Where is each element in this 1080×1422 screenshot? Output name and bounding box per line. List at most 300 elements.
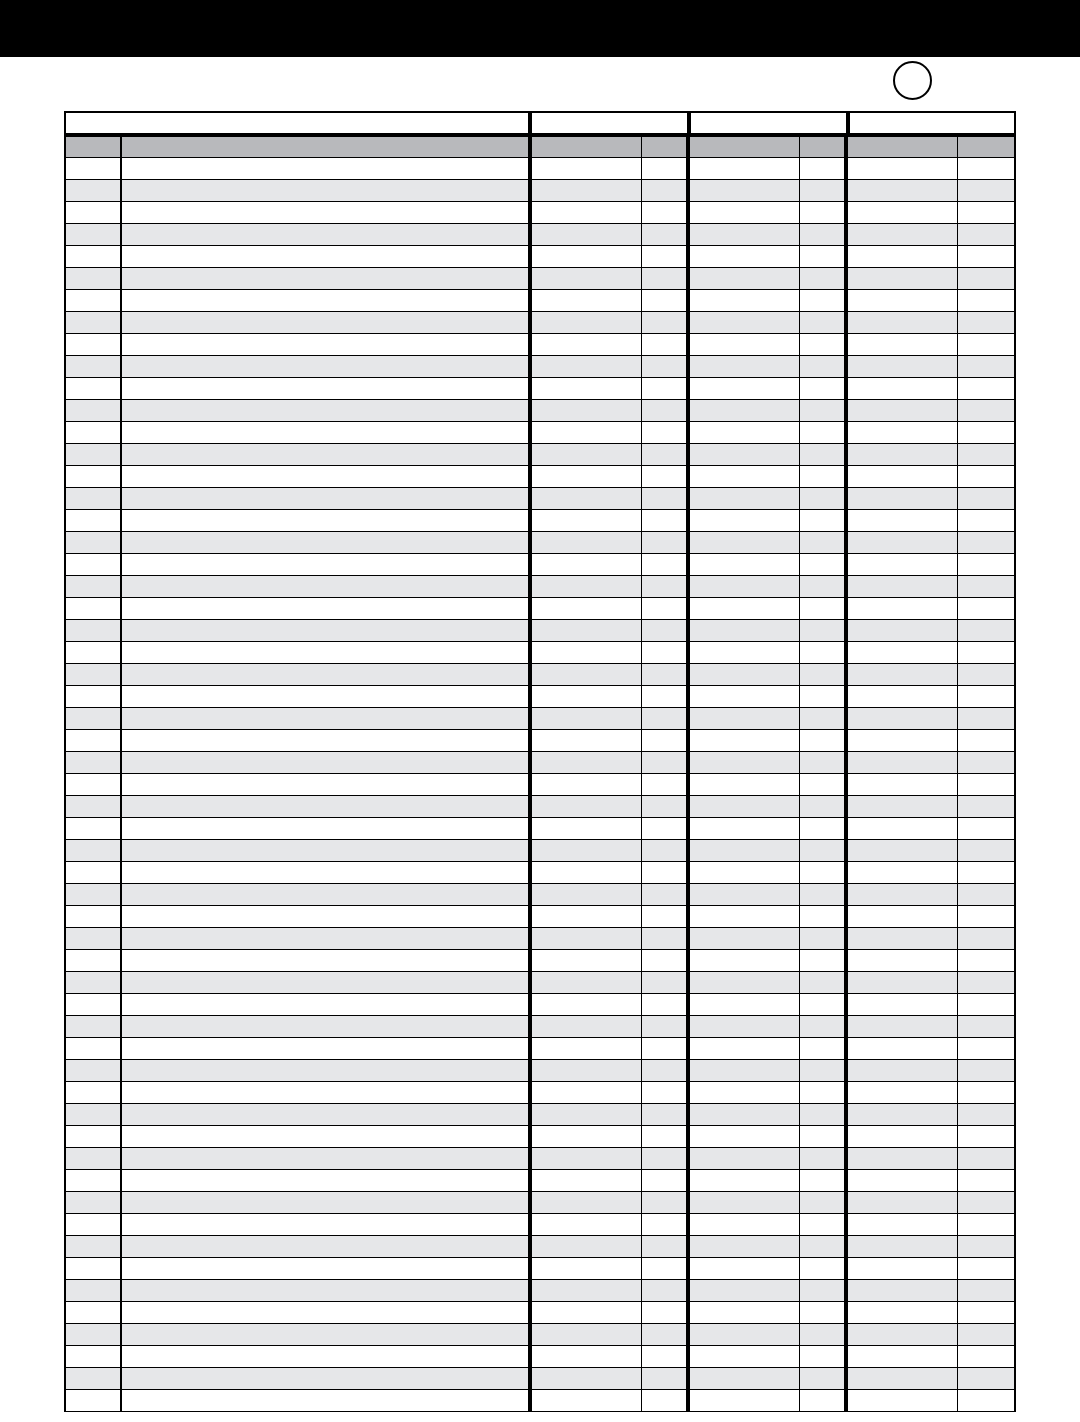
row-number-cell[interactable] bbox=[66, 290, 122, 311]
b1-cell[interactable] bbox=[690, 642, 800, 663]
description-cell[interactable] bbox=[122, 1236, 532, 1257]
description-cell[interactable] bbox=[122, 290, 532, 311]
c1-cell[interactable] bbox=[848, 730, 958, 751]
row-number-cell[interactable] bbox=[66, 1148, 122, 1169]
row-number-cell[interactable] bbox=[66, 1082, 122, 1103]
c2-cell[interactable] bbox=[958, 202, 1014, 223]
b2-cell[interactable] bbox=[800, 356, 848, 377]
description-cell[interactable] bbox=[122, 400, 532, 421]
description-cell[interactable] bbox=[122, 906, 532, 927]
c2-cell[interactable] bbox=[958, 422, 1014, 443]
b1-cell[interactable] bbox=[690, 1148, 800, 1169]
c2-cell[interactable] bbox=[958, 400, 1014, 421]
description-cell[interactable] bbox=[122, 862, 532, 883]
b2-cell[interactable] bbox=[800, 1390, 848, 1411]
b1-cell[interactable] bbox=[690, 620, 800, 641]
row-number-cell[interactable] bbox=[66, 554, 122, 575]
b2-cell[interactable] bbox=[800, 840, 848, 861]
b2-cell[interactable] bbox=[800, 862, 848, 883]
b1-cell[interactable] bbox=[690, 664, 800, 685]
b1-cell[interactable] bbox=[690, 290, 800, 311]
b1-cell[interactable] bbox=[690, 510, 800, 531]
c1-cell[interactable] bbox=[848, 1148, 958, 1169]
row-number-cell[interactable] bbox=[66, 334, 122, 355]
a2-cell[interactable] bbox=[642, 202, 690, 223]
a2-cell[interactable] bbox=[642, 664, 690, 685]
b2-cell[interactable] bbox=[800, 1302, 848, 1323]
description-cell[interactable] bbox=[122, 620, 532, 641]
b2-cell[interactable] bbox=[800, 400, 848, 421]
b1-cell[interactable] bbox=[690, 1368, 800, 1389]
c1-cell[interactable] bbox=[848, 708, 958, 729]
c2-cell[interactable] bbox=[958, 818, 1014, 839]
a1-cell[interactable] bbox=[532, 158, 642, 179]
a2-cell[interactable] bbox=[642, 1280, 690, 1301]
c1-cell[interactable] bbox=[848, 1038, 958, 1059]
b1-cell[interactable] bbox=[690, 488, 800, 509]
c2-cell[interactable] bbox=[958, 1016, 1014, 1037]
b1-cell[interactable] bbox=[690, 312, 800, 333]
c2-cell[interactable] bbox=[958, 576, 1014, 597]
a2-cell[interactable] bbox=[642, 158, 690, 179]
a1-cell[interactable] bbox=[532, 466, 642, 487]
b2-cell[interactable] bbox=[800, 268, 848, 289]
row-number-cell[interactable] bbox=[66, 1170, 122, 1191]
description-cell[interactable] bbox=[122, 554, 532, 575]
row-number-cell[interactable] bbox=[66, 378, 122, 399]
c1-cell[interactable] bbox=[848, 752, 958, 773]
b1-cell[interactable] bbox=[690, 730, 800, 751]
c1-cell[interactable] bbox=[848, 1280, 958, 1301]
a2-cell[interactable] bbox=[642, 246, 690, 267]
row-number-cell[interactable] bbox=[66, 1280, 122, 1301]
description-cell[interactable] bbox=[122, 246, 532, 267]
b2-cell[interactable] bbox=[800, 752, 848, 773]
a2-cell[interactable] bbox=[642, 180, 690, 201]
description-cell[interactable] bbox=[122, 1390, 532, 1411]
a1-cell[interactable] bbox=[532, 1016, 642, 1037]
c2-cell[interactable] bbox=[958, 840, 1014, 861]
c2-cell[interactable] bbox=[958, 1126, 1014, 1147]
c2-cell[interactable] bbox=[958, 268, 1014, 289]
c1-cell[interactable] bbox=[848, 1082, 958, 1103]
row-number-cell[interactable] bbox=[66, 422, 122, 443]
c2-cell[interactable] bbox=[958, 950, 1014, 971]
a1-cell[interactable] bbox=[532, 1060, 642, 1081]
row-number-cell[interactable] bbox=[66, 774, 122, 795]
c1-cell[interactable] bbox=[848, 510, 958, 531]
b2-cell[interactable] bbox=[800, 1038, 848, 1059]
c1-cell[interactable] bbox=[848, 818, 958, 839]
b1-cell[interactable] bbox=[690, 268, 800, 289]
c2-cell[interactable] bbox=[958, 1324, 1014, 1345]
description-cell[interactable] bbox=[122, 444, 532, 465]
a2-cell[interactable] bbox=[642, 1060, 690, 1081]
c2-cell[interactable] bbox=[958, 730, 1014, 751]
b2-cell[interactable] bbox=[800, 1258, 848, 1279]
a2-cell[interactable] bbox=[642, 488, 690, 509]
a1-cell[interactable] bbox=[532, 488, 642, 509]
b1-cell[interactable] bbox=[690, 840, 800, 861]
b2-cell[interactable] bbox=[800, 510, 848, 531]
b2-cell[interactable] bbox=[800, 708, 848, 729]
row-number-cell[interactable] bbox=[66, 906, 122, 927]
a1-cell[interactable] bbox=[532, 928, 642, 949]
row-number-cell[interactable] bbox=[66, 752, 122, 773]
b1-cell[interactable] bbox=[690, 158, 800, 179]
c1-cell[interactable] bbox=[848, 400, 958, 421]
row-number-cell[interactable] bbox=[66, 1368, 122, 1389]
c1-cell[interactable] bbox=[848, 950, 958, 971]
a2-cell[interactable] bbox=[642, 1104, 690, 1125]
row-number-cell[interactable] bbox=[66, 510, 122, 531]
b1-cell[interactable] bbox=[690, 1324, 800, 1345]
c2-cell[interactable] bbox=[958, 774, 1014, 795]
b2-cell[interactable] bbox=[800, 642, 848, 663]
row-number-cell[interactable] bbox=[66, 620, 122, 641]
a1-cell[interactable] bbox=[532, 1170, 642, 1191]
b2-cell[interactable] bbox=[800, 1346, 848, 1367]
c1-cell[interactable] bbox=[848, 422, 958, 443]
b1-cell[interactable] bbox=[690, 1192, 800, 1213]
row-number-cell[interactable] bbox=[66, 1104, 122, 1125]
a2-cell[interactable] bbox=[642, 862, 690, 883]
b2-cell[interactable] bbox=[800, 1324, 848, 1345]
b1-cell[interactable] bbox=[690, 1302, 800, 1323]
c2-cell[interactable] bbox=[958, 290, 1014, 311]
c2-cell[interactable] bbox=[958, 708, 1014, 729]
description-cell[interactable] bbox=[122, 1280, 532, 1301]
row-number-cell[interactable] bbox=[66, 686, 122, 707]
row-number-cell[interactable] bbox=[66, 1302, 122, 1323]
a1-cell[interactable] bbox=[532, 906, 642, 927]
a2-cell[interactable] bbox=[642, 1258, 690, 1279]
a2-cell[interactable] bbox=[642, 1082, 690, 1103]
row-number-cell[interactable] bbox=[66, 312, 122, 333]
a2-cell[interactable] bbox=[642, 1192, 690, 1213]
a2-cell[interactable] bbox=[642, 466, 690, 487]
c1-cell[interactable] bbox=[848, 378, 958, 399]
row-number-cell[interactable] bbox=[66, 862, 122, 883]
b2-cell[interactable] bbox=[800, 1192, 848, 1213]
c1-cell[interactable] bbox=[848, 1324, 958, 1345]
c1-cell[interactable] bbox=[848, 884, 958, 905]
b2-cell[interactable] bbox=[800, 818, 848, 839]
row-number-cell[interactable] bbox=[66, 818, 122, 839]
row-number-cell[interactable] bbox=[66, 884, 122, 905]
b2-cell[interactable] bbox=[800, 554, 848, 575]
row-number-cell[interactable] bbox=[66, 994, 122, 1015]
a2-cell[interactable] bbox=[642, 554, 690, 575]
c2-cell[interactable] bbox=[958, 598, 1014, 619]
row-number-cell[interactable] bbox=[66, 158, 122, 179]
a1-cell[interactable] bbox=[532, 444, 642, 465]
row-number-cell[interactable] bbox=[66, 444, 122, 465]
c1-cell[interactable] bbox=[848, 1236, 958, 1257]
row-number-cell[interactable] bbox=[66, 642, 122, 663]
description-cell[interactable] bbox=[122, 466, 532, 487]
description-cell[interactable] bbox=[122, 840, 532, 861]
c1-cell[interactable] bbox=[848, 1214, 958, 1235]
c1-cell[interactable] bbox=[848, 488, 958, 509]
a2-cell[interactable] bbox=[642, 774, 690, 795]
b1-cell[interactable] bbox=[690, 1214, 800, 1235]
a1-cell[interactable] bbox=[532, 620, 642, 641]
description-cell[interactable] bbox=[122, 1148, 532, 1169]
row-number-cell[interactable] bbox=[66, 180, 122, 201]
description-cell[interactable] bbox=[122, 312, 532, 333]
c2-cell[interactable] bbox=[958, 356, 1014, 377]
row-number-cell[interactable] bbox=[66, 576, 122, 597]
b2-cell[interactable] bbox=[800, 972, 848, 993]
c1-cell[interactable] bbox=[848, 928, 958, 949]
row-number-cell[interactable] bbox=[66, 1126, 122, 1147]
description-cell[interactable] bbox=[122, 576, 532, 597]
c2-cell[interactable] bbox=[958, 1170, 1014, 1191]
a1-cell[interactable] bbox=[532, 1126, 642, 1147]
b2-cell[interactable] bbox=[800, 180, 848, 201]
c2-cell[interactable] bbox=[958, 158, 1014, 179]
row-number-cell[interactable] bbox=[66, 356, 122, 377]
row-number-cell[interactable] bbox=[66, 1390, 122, 1411]
a1-cell[interactable] bbox=[532, 664, 642, 685]
a2-cell[interactable] bbox=[642, 1302, 690, 1323]
b2-cell[interactable] bbox=[800, 312, 848, 333]
c2-cell[interactable] bbox=[958, 554, 1014, 575]
description-cell[interactable] bbox=[122, 598, 532, 619]
a2-cell[interactable] bbox=[642, 532, 690, 553]
a2-cell[interactable] bbox=[642, 1038, 690, 1059]
a2-cell[interactable] bbox=[642, 884, 690, 905]
a2-cell[interactable] bbox=[642, 356, 690, 377]
description-cell[interactable] bbox=[122, 1214, 532, 1235]
description-cell[interactable] bbox=[122, 1082, 532, 1103]
description-cell[interactable] bbox=[122, 972, 532, 993]
description-cell[interactable] bbox=[122, 642, 532, 663]
c1-cell[interactable] bbox=[848, 1104, 958, 1125]
c2-cell[interactable] bbox=[958, 510, 1014, 531]
a2-cell[interactable] bbox=[642, 1390, 690, 1411]
description-cell[interactable] bbox=[122, 928, 532, 949]
row-number-cell[interactable] bbox=[66, 488, 122, 509]
c2-cell[interactable] bbox=[958, 444, 1014, 465]
a2-cell[interactable] bbox=[642, 576, 690, 597]
b1-cell[interactable] bbox=[690, 334, 800, 355]
row-number-cell[interactable] bbox=[66, 268, 122, 289]
c1-cell[interactable] bbox=[848, 620, 958, 641]
c2-cell[interactable] bbox=[958, 664, 1014, 685]
c1-cell[interactable] bbox=[848, 312, 958, 333]
b2-cell[interactable] bbox=[800, 1214, 848, 1235]
a2-cell[interactable] bbox=[642, 818, 690, 839]
c1-cell[interactable] bbox=[848, 246, 958, 267]
a1-cell[interactable] bbox=[532, 994, 642, 1015]
b2-cell[interactable] bbox=[800, 664, 848, 685]
c2-cell[interactable] bbox=[958, 1104, 1014, 1125]
a1-cell[interactable] bbox=[532, 1236, 642, 1257]
c1-cell[interactable] bbox=[848, 1346, 958, 1367]
c1-cell[interactable] bbox=[848, 532, 958, 553]
description-cell[interactable] bbox=[122, 202, 532, 223]
description-cell[interactable] bbox=[122, 334, 532, 355]
c2-cell[interactable] bbox=[958, 1060, 1014, 1081]
description-cell[interactable] bbox=[122, 488, 532, 509]
a1-cell[interactable] bbox=[532, 708, 642, 729]
b2-cell[interactable] bbox=[800, 950, 848, 971]
a1-cell[interactable] bbox=[532, 818, 642, 839]
c2-cell[interactable] bbox=[958, 686, 1014, 707]
b1-cell[interactable] bbox=[690, 686, 800, 707]
a2-cell[interactable] bbox=[642, 708, 690, 729]
b2-cell[interactable] bbox=[800, 774, 848, 795]
b2-cell[interactable] bbox=[800, 576, 848, 597]
b2-cell[interactable] bbox=[800, 290, 848, 311]
b2-cell[interactable] bbox=[800, 488, 848, 509]
a1-cell[interactable] bbox=[532, 730, 642, 751]
b1-cell[interactable] bbox=[690, 1016, 800, 1037]
description-cell[interactable] bbox=[122, 1170, 532, 1191]
a2-cell[interactable] bbox=[642, 1214, 690, 1235]
description-cell[interactable] bbox=[122, 180, 532, 201]
a1-cell[interactable] bbox=[532, 378, 642, 399]
b2-cell[interactable] bbox=[800, 1280, 848, 1301]
row-number-cell[interactable] bbox=[66, 708, 122, 729]
a2-cell[interactable] bbox=[642, 994, 690, 1015]
description-cell[interactable] bbox=[122, 1126, 532, 1147]
c2-cell[interactable] bbox=[958, 796, 1014, 817]
b2-cell[interactable] bbox=[800, 378, 848, 399]
c2-cell[interactable] bbox=[958, 1192, 1014, 1213]
b2-cell[interactable] bbox=[800, 158, 848, 179]
c1-cell[interactable] bbox=[848, 1126, 958, 1147]
a2-cell[interactable] bbox=[642, 840, 690, 861]
c1-cell[interactable] bbox=[848, 972, 958, 993]
b1-cell[interactable] bbox=[690, 356, 800, 377]
b1-cell[interactable] bbox=[690, 972, 800, 993]
b1-cell[interactable] bbox=[690, 928, 800, 949]
a1-cell[interactable] bbox=[532, 862, 642, 883]
b1-cell[interactable] bbox=[690, 774, 800, 795]
a2-cell[interactable] bbox=[642, 642, 690, 663]
c2-cell[interactable] bbox=[958, 180, 1014, 201]
c2-cell[interactable] bbox=[958, 334, 1014, 355]
a2-cell[interactable] bbox=[642, 598, 690, 619]
c2-cell[interactable] bbox=[958, 224, 1014, 245]
b2-cell[interactable] bbox=[800, 334, 848, 355]
a2-cell[interactable] bbox=[642, 972, 690, 993]
a2-cell[interactable] bbox=[642, 400, 690, 421]
c2-cell[interactable] bbox=[958, 378, 1014, 399]
c2-cell[interactable] bbox=[958, 642, 1014, 663]
a2-cell[interactable] bbox=[642, 906, 690, 927]
c1-cell[interactable] bbox=[848, 664, 958, 685]
c1-cell[interactable] bbox=[848, 862, 958, 883]
c2-cell[interactable] bbox=[958, 1368, 1014, 1389]
row-number-cell[interactable] bbox=[66, 1258, 122, 1279]
row-number-cell[interactable] bbox=[66, 1038, 122, 1059]
a1-cell[interactable] bbox=[532, 334, 642, 355]
a1-cell[interactable] bbox=[532, 1258, 642, 1279]
b2-cell[interactable] bbox=[800, 444, 848, 465]
a2-cell[interactable] bbox=[642, 1148, 690, 1169]
c1-cell[interactable] bbox=[848, 686, 958, 707]
c2-cell[interactable] bbox=[958, 1038, 1014, 1059]
b2-cell[interactable] bbox=[800, 994, 848, 1015]
description-cell[interactable] bbox=[122, 1060, 532, 1081]
a1-cell[interactable] bbox=[532, 1104, 642, 1125]
description-cell[interactable] bbox=[122, 1346, 532, 1367]
b1-cell[interactable] bbox=[690, 576, 800, 597]
a2-cell[interactable] bbox=[642, 1324, 690, 1345]
a2-cell[interactable] bbox=[642, 334, 690, 355]
c1-cell[interactable] bbox=[848, 1390, 958, 1411]
b2-cell[interactable] bbox=[800, 466, 848, 487]
b2-cell[interactable] bbox=[800, 246, 848, 267]
c1-cell[interactable] bbox=[848, 224, 958, 245]
c2-cell[interactable] bbox=[958, 1280, 1014, 1301]
a1-cell[interactable] bbox=[532, 268, 642, 289]
description-cell[interactable] bbox=[122, 818, 532, 839]
a1-cell[interactable] bbox=[532, 532, 642, 553]
description-cell[interactable] bbox=[122, 884, 532, 905]
a2-cell[interactable] bbox=[642, 224, 690, 245]
b2-cell[interactable] bbox=[800, 686, 848, 707]
a1-cell[interactable] bbox=[532, 510, 642, 531]
c2-cell[interactable] bbox=[958, 1236, 1014, 1257]
row-number-cell[interactable] bbox=[66, 224, 122, 245]
b2-cell[interactable] bbox=[800, 796, 848, 817]
c2-cell[interactable] bbox=[958, 532, 1014, 553]
description-cell[interactable] bbox=[122, 1192, 532, 1213]
a2-cell[interactable] bbox=[642, 290, 690, 311]
row-number-cell[interactable] bbox=[66, 796, 122, 817]
a1-cell[interactable] bbox=[532, 400, 642, 421]
description-cell[interactable] bbox=[122, 752, 532, 773]
description-cell[interactable] bbox=[122, 1016, 532, 1037]
b1-cell[interactable] bbox=[690, 444, 800, 465]
row-number-cell[interactable] bbox=[66, 246, 122, 267]
description-cell[interactable] bbox=[122, 730, 532, 751]
b2-cell[interactable] bbox=[800, 730, 848, 751]
b1-cell[interactable] bbox=[690, 1346, 800, 1367]
b1-cell[interactable] bbox=[690, 1104, 800, 1125]
a2-cell[interactable] bbox=[642, 1236, 690, 1257]
a2-cell[interactable] bbox=[642, 752, 690, 773]
a2-cell[interactable] bbox=[642, 686, 690, 707]
b1-cell[interactable] bbox=[690, 598, 800, 619]
b1-cell[interactable] bbox=[690, 1126, 800, 1147]
description-cell[interactable] bbox=[122, 532, 532, 553]
c1-cell[interactable] bbox=[848, 840, 958, 861]
b1-cell[interactable] bbox=[690, 1258, 800, 1279]
b1-cell[interactable] bbox=[690, 466, 800, 487]
c1-cell[interactable] bbox=[848, 1170, 958, 1191]
a1-cell[interactable] bbox=[532, 224, 642, 245]
b2-cell[interactable] bbox=[800, 1016, 848, 1037]
c1-cell[interactable] bbox=[848, 158, 958, 179]
c2-cell[interactable] bbox=[958, 466, 1014, 487]
a1-cell[interactable] bbox=[532, 1148, 642, 1169]
row-number-cell[interactable] bbox=[66, 950, 122, 971]
a1-cell[interactable] bbox=[532, 1368, 642, 1389]
row-number-cell[interactable] bbox=[66, 928, 122, 949]
b2-cell[interactable] bbox=[800, 620, 848, 641]
description-cell[interactable] bbox=[122, 356, 532, 377]
c1-cell[interactable] bbox=[848, 774, 958, 795]
a2-cell[interactable] bbox=[642, 1368, 690, 1389]
description-cell[interactable] bbox=[122, 708, 532, 729]
row-number-cell[interactable] bbox=[66, 400, 122, 421]
